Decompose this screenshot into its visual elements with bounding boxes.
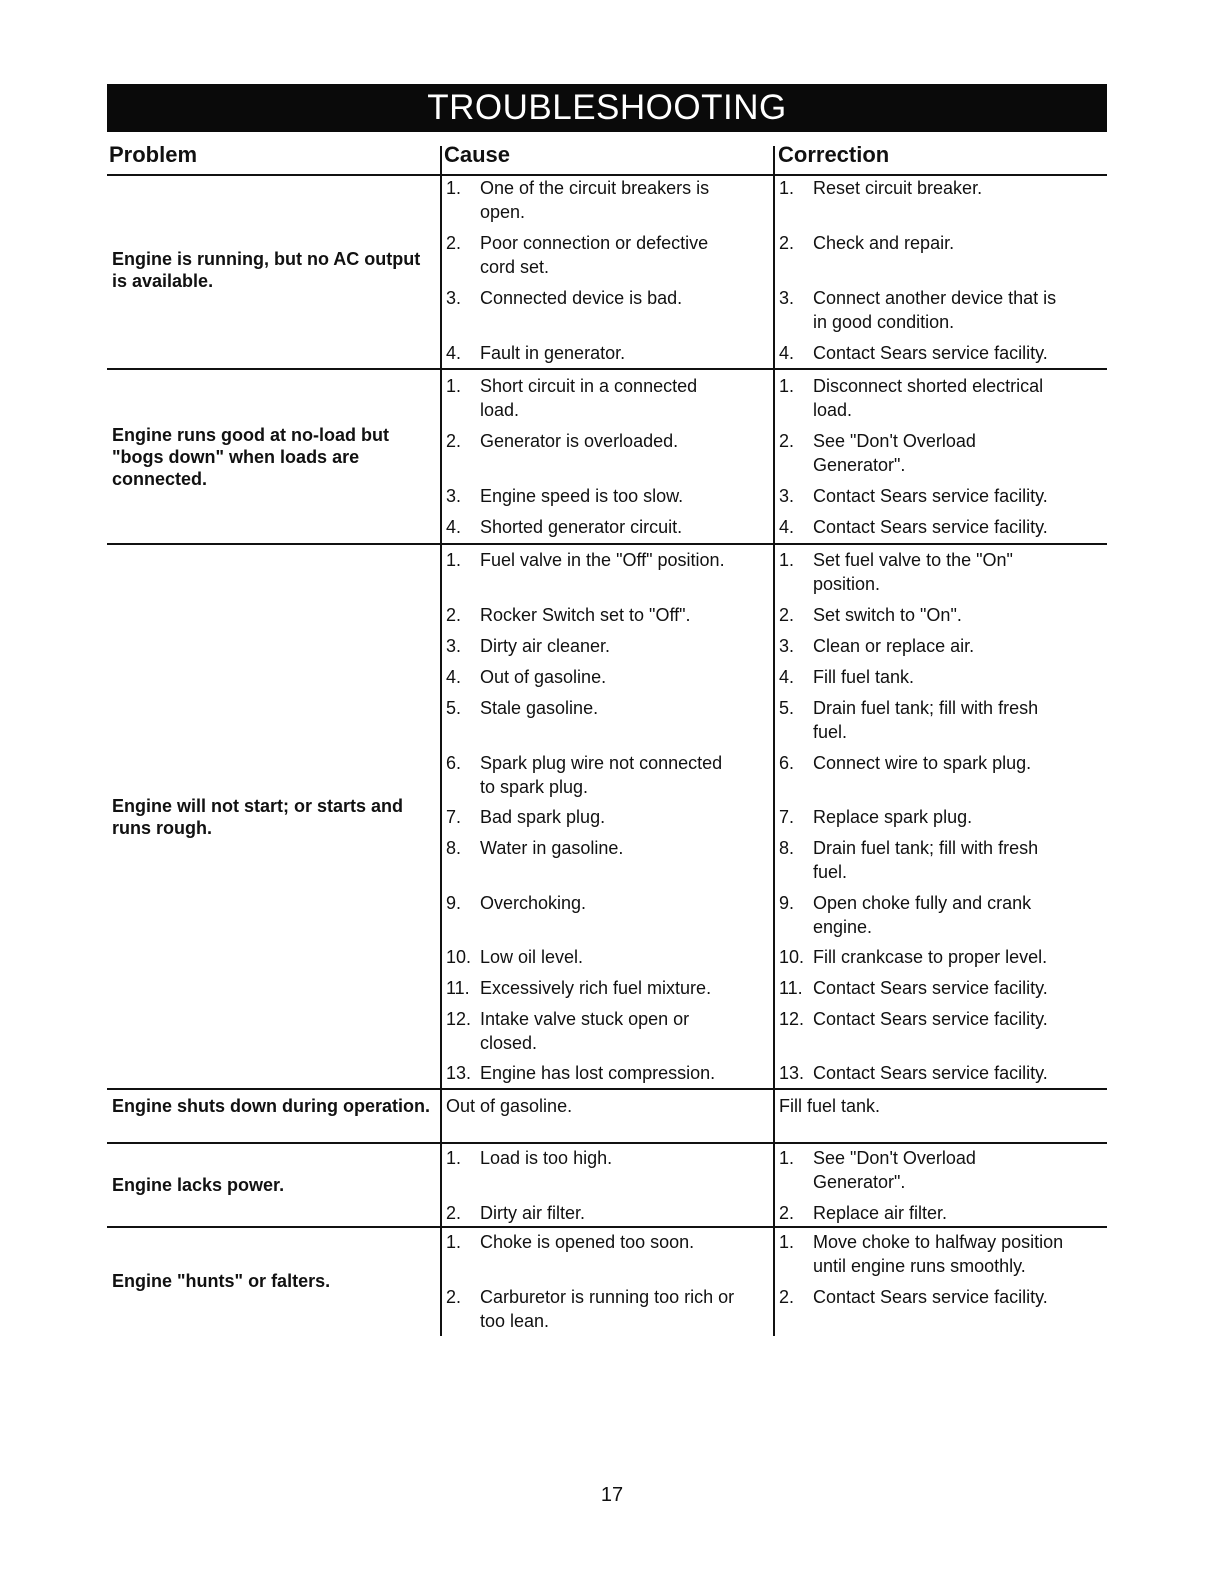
item-text: Engine speed is too slow. [480,486,684,506]
correction-column-header: Correction [778,142,890,167]
item-text: Contact Sears service facility. [813,1063,1048,1083]
item-text: Carburetor is running too rich or too lean. [480,1287,735,1331]
table-header [107,140,1107,176]
item-number: 3. [779,288,795,308]
item-text: Stale gasoline. [480,698,599,718]
item-number: 7. [779,807,795,827]
item-number: 1. [446,1232,462,1252]
item-number: 1. [446,1148,462,1168]
item-number: 7. [446,807,462,827]
item-number: 2. [446,1203,462,1223]
item-number: 5. [779,698,795,718]
item-number: 9. [779,893,795,913]
item-number: 1. [446,376,462,396]
item-text: Water in gasoline. [480,838,624,858]
item-number: 1. [779,1232,795,1252]
item-text: Fill fuel tank. [813,667,915,687]
item-text: Contact Sears service facility. [813,486,1048,506]
item-text: Contact Sears service facility. [813,343,1048,363]
item-number: 2. [446,1287,462,1307]
item-number: 1. [779,178,795,198]
item-number: 2. [779,1287,795,1307]
item-number: 8. [446,838,462,858]
item-text: Contact Sears service facility. [813,517,1048,537]
item-text: Drain fuel tank; fill with fresh fuel. [813,698,1039,742]
item-number: 12. [446,1009,472,1029]
item-number: 1. [446,550,462,570]
item-text: Fill crankcase to proper level. [813,947,1048,967]
item-number: 6. [779,753,795,773]
page-number: 17 [600,1484,624,1506]
cause-column-header: Cause [444,142,511,167]
troubleshooting-section [107,368,1107,544]
item-text: Contact Sears service facility. [813,1287,1048,1307]
item-text: Disconnect shorted electrical load. [813,376,1044,420]
item-number: 1. [446,178,462,198]
item-number: 1. [779,376,795,396]
item-number: 11. [446,978,470,998]
problem-text: Engine runs good at no-load but "bogs down" when loads are connected. [112,425,389,489]
item-text: Dirty air cleaner. [480,636,611,656]
item-number: 8. [779,838,795,858]
problem-text: Engine shuts down during operation. [112,1096,430,1116]
problem-text: Engine lacks power. [112,1175,285,1195]
item-text: Engine has lost compression. [480,1063,716,1083]
troubleshooting-section [107,543,1107,1090]
item-text: Shorted generator circuit. [480,517,683,537]
item-text: Open choke fully and crank engine. [813,893,1032,937]
item-number: 3. [779,486,795,506]
item-number: 4. [446,517,462,537]
item-number: 3. [446,288,462,308]
troubleshooting-section [107,1088,1107,1143]
item-text: Replace air filter. [813,1203,948,1223]
item-text: Fault in generator. [480,343,626,363]
correction-item: Fill fuel tank. [779,1096,881,1116]
page-title: TROUBLESHOOTING [107,84,1107,132]
item-text: Overchoking. [480,893,587,913]
item-text: Replace spark plug. [813,807,973,827]
item-text: Contact Sears service facility. [813,1009,1048,1029]
troubleshooting-section [107,1226,1107,1338]
item-number: 3. [446,636,462,656]
item-number: 2. [779,1203,795,1223]
problem-column-header: Problem [109,142,198,167]
item-number: 6. [446,753,462,773]
item-text: Dirty air filter. [480,1203,586,1223]
item-text: Poor connection or defective cord set. [480,233,709,277]
item-number: 4. [779,667,795,687]
cause-item: Out of gasoline. [446,1096,573,1116]
item-text: Clean or replace air. [813,636,975,656]
item-number: 2. [446,605,462,625]
item-text: Connect wire to spark plug. [813,753,1032,773]
item-text: Fuel valve in the "Off" position. [480,550,725,570]
item-number: 12. [779,1009,805,1029]
item-number: 4. [446,667,462,687]
item-number: 2. [779,431,795,451]
item-text: One of the circuit breakers is open. [480,178,710,222]
item-text: See "Don't Overload Generator". [813,1148,976,1192]
problem-text: Engine is running, but no AC output is available. [112,249,421,291]
item-text: Bad spark plug. [480,807,606,827]
item-text: Short circuit in a connected load. [480,376,698,420]
troubleshooting-section [107,1142,1107,1228]
item-number: 10. [779,947,805,967]
item-number: 3. [779,636,795,656]
item-text: Spark plug wire not connected to spark plug. [480,753,723,797]
item-number: 10. [446,947,472,967]
item-number: 13. [446,1063,472,1083]
item-text: Check and repair. [813,233,955,253]
item-number: 4. [779,517,795,537]
item-text: Drain fuel tank; fill with fresh fuel. [813,838,1039,882]
item-number: 4. [779,343,795,363]
item-text: Contact Sears service facility. [813,978,1048,998]
item-text: Move choke to halfway position until engine runs smoothly. [813,1232,1064,1276]
item-text: Choke is opened too soon. [480,1232,695,1252]
item-number: 2. [779,233,795,253]
item-number: 2. [779,605,795,625]
item-text: Connected device is bad. [480,288,683,308]
problem-text: Engine "hunts" or falters. [112,1271,331,1291]
item-text: Out of gasoline. [480,667,607,687]
item-number: 11. [779,978,803,998]
item-text: Low oil level. [480,947,584,967]
item-number: 1. [779,550,795,570]
item-number: 3. [446,486,462,506]
item-text: Rocker Switch set to "Off". [480,605,691,625]
problem-text: Engine will not start; or starts and runs rough. [112,796,404,838]
item-text: Load is too high. [480,1148,613,1168]
item-text: Set fuel valve to the "On" position. [813,550,1013,594]
item-number: 2. [446,431,462,451]
item-number: 5. [446,698,462,718]
item-text: Generator is overloaded. [480,431,679,451]
item-text: See "Don't Overload Generator". [813,431,976,475]
item-text: Excessively rich fuel mixture. [480,978,712,998]
troubleshooting-section [107,176,1107,368]
item-text: Connect another device that is in good condition. [813,288,1057,332]
item-text: Intake valve stuck open or closed. [480,1009,690,1053]
item-number: 9. [446,893,462,913]
item-text: Set switch to "On". [813,605,962,625]
item-number: 2. [446,233,462,253]
item-number: 13. [779,1063,805,1083]
item-text: Reset circuit breaker. [813,178,983,198]
item-number: 4. [446,343,462,363]
item-number: 1. [779,1148,795,1168]
